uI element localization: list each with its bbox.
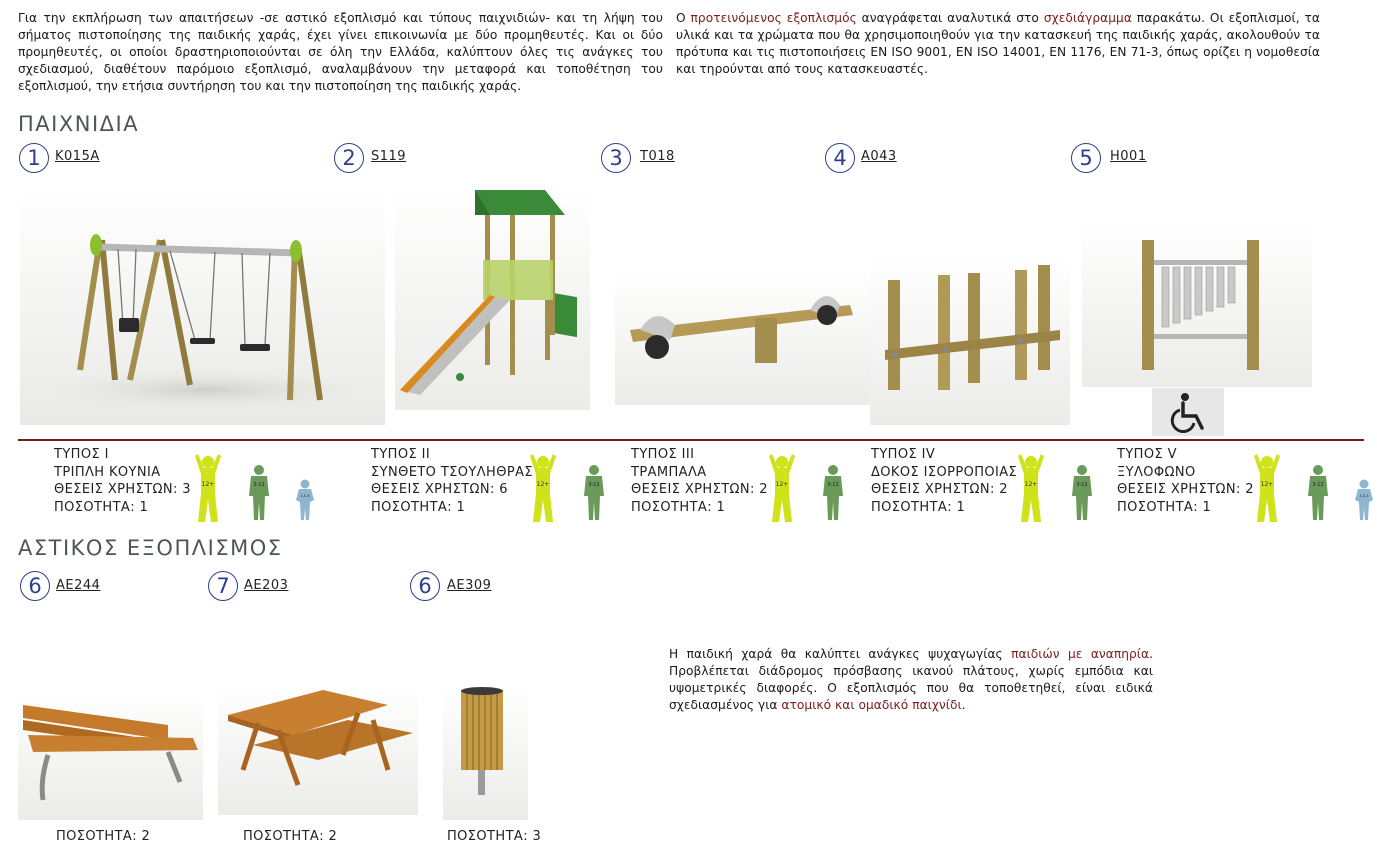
urban-section-title: ΑΣΤΙΚΟΣ ΕΞΟΠΛΙΣΜΟΣ [18,536,283,560]
item-4-type: ΤΥΠΟΣ ΙV [871,447,936,462]
age-3-12-figure-icon [584,465,604,520]
picnic-table-image [218,685,418,815]
urban-item-2-code: AE203 [244,578,289,593]
intro-left-paragraph: Για την εκπλήρωση των απαιτήσεων -σε αστικό εξοπλισμό και τύπους παιχνιδιών- και τη λήψη του σήματος πιστοποίησης της παιδικής χαράς, έχει γίνει επικοινωνία με δύο προμηθευτές. Και οι δύο προμηθευτές, οι οποίοι δραστηριοποιούνται σε όλη την Ελλάδα, καλύπτουν όλες τις ανάγκες του σχεδιασμού, διαθέτουν παρόμοιο εξοπλισμό, αναλαμβάνουν την μεταφορά και τοποθέτηση του εξοπλισμού, την ετήσια συντήρηση του και την πιστοποίηση της παιδικής χαράς. [18,11,663,93]
urban-item-2-number: 7 [208,571,238,601]
item-1-name: ΤΡΙΠΛΗ ΚΟΥΝΙΑ [54,464,161,480]
intro-right-paragraph [676,10,1320,78]
age-1-5-3-label: 1,5-3 [300,494,310,498]
games-section-title: ΠΑΙΧΝΙΔΙΑ [18,112,140,136]
intro-right-highlight-2: σχεδιάγραμμα [1043,11,1132,25]
item-4-info [871,446,1017,516]
accessibility-text-2: . Προβλέπεται διάδρομος πρόσβασης ικανού πλάτους, χωρίς εμπόδια και υψομετρικές διαφορές. Ο εξοπλισμός που θα τοποθετηθεί, είναι ειδικά σχεδιασμένος για [669,647,1153,712]
item-5-number: 5 [1071,143,1101,173]
item-3-info [631,446,768,516]
item-2-users: ΘΕΣΕΙΣ ΧΡΗΣΤΩΝ: 6 [371,482,508,497]
accessibility-text-3: . [961,698,966,712]
intro-right-text-2: αναγράφεται αναλυτικά στο [856,11,1044,25]
age-1-5-3-label: 1,5-3 [1359,494,1369,498]
balance-beam-image [870,255,1070,425]
age-figures-item-5 [1247,448,1375,524]
age-3-12-label: 3-12 [253,482,265,488]
age-1-5-3-figure-icon [296,480,314,521]
age-figures-item-1 [188,448,318,524]
age-3-12-figure-icon [249,465,269,520]
item-4-number: 4 [825,143,855,173]
item-5-info [1117,446,1254,516]
age-3-12-label: 3-12 [588,482,600,488]
item-4-name: ΔΟΚΟΣ ΙΣΟΡΡΟΠΟΙΑΣ [871,464,1018,480]
item-5-name: ΞΥΛΟΦΩΝΟ [1117,464,1196,480]
age-12plus-label: 12+ [1024,481,1038,488]
urban-item-3-number: 6 [410,571,440,601]
item-1-users: ΘΕΣΕΙΣ ΧΡΗΣΤΩΝ: 3 [54,482,191,497]
item-5-users: ΘΕΣΕΙΣ ΧΡΗΣΤΩΝ: 2 [1117,482,1254,497]
intro-right-text-3: παρακάτω. Οι εξοπλισμοί, τα υλικά και τα χρώματα που θα χρησιμοποιηθούν για την κατασκευή της παιδικής χαράς, ακολουθούν τα πρότυπα και τις πιστοποιήσεις EN ISO 9001, EN ISO 14001, EN 1176, EN 71-3, όπως ορίζει η νομοθεσία και τηρούνται από τους κατασκευαστές. [676,11,1320,76]
item-4-quantity: ΠΟΣΟΤΗΤΑ: 1 [871,499,966,515]
item-3-code: T018 [640,149,675,164]
item-1-quantity: ΠΟΣΟΤΗΤΑ: 1 [54,499,149,515]
age-12plus-label: 12+ [1260,481,1274,488]
item-4-users: ΘΕΣΕΙΣ ΧΡΗΣΤΩΝ: 2 [871,482,1008,497]
urban-item-1-number: 6 [20,571,50,601]
age-12plus-figure-icon [1254,454,1280,522]
bench-image [18,690,203,820]
age-3-12-figure-icon [823,465,843,520]
age-12plus-figure-icon [530,454,556,522]
item-4-code: A043 [861,149,897,164]
age-12plus-label: 12+ [201,481,215,488]
accessibility-paragraph [669,646,1153,714]
age-3-12-figure-icon [1308,465,1328,520]
urban-item-3-code: AE309 [447,578,492,593]
triple-swing-image [20,185,385,425]
item-3-type: ΤΥΠΟΣ ΙΙΙ [631,447,695,462]
urban-item-1-quantity: ΠΟΣΟΤΗΤΑ: 2 [56,829,151,844]
item-3-name: ΤΡΑΜΠΑΛΑ [631,464,707,480]
item-3-number: 3 [601,143,631,173]
item-3-users: ΘΕΣΕΙΣ ΧΡΗΣΤΩΝ: 2 [631,482,768,497]
age-12plus-label: 12+ [536,481,550,488]
age-12plus-figure-icon [769,454,795,522]
item-1-info [54,446,191,516]
accessibility-highlight-2: ατομικό και ομαδικό παιχνίδι [781,698,962,712]
urban-item-1-code: AE244 [56,578,101,593]
age-12plus-label: 12+ [775,481,789,488]
intro-right-text-1: Ο [676,11,691,25]
item-5-type: ΤΥΠΟΣ V [1117,447,1177,462]
slide-combo-image [395,185,590,410]
xylophone-image [1082,222,1312,387]
item-5-code: H001 [1110,149,1147,164]
wheelchair-icon [1152,388,1224,436]
item-1-type: ΤΥΠΟΣ Ι [54,447,109,462]
age-figures-item-3 [762,448,847,524]
item-2-code: S119 [371,149,407,164]
age-12plus-figure-icon [195,454,221,522]
age-3-12-label: 3-12 [1312,482,1324,488]
item-2-number: 2 [334,143,364,173]
seesaw-image [615,270,870,405]
age-3-12-label: 3-12 [1076,482,1088,488]
age-12plus-figure-icon [1018,454,1044,522]
age-figures-item-2 [523,448,608,524]
item-2-info [371,446,533,516]
urban-item-3-quantity: ΠΟΣΟΤΗΤΑ: 3 [447,829,542,844]
intro-right-highlight-1: προτεινόμενος εξοπλισμός [690,11,857,25]
item-2-name: ΣΥΝΘΕΤΟ ΤΣΟΥΛΗΘΡΑΣ [371,464,534,480]
item-1-number: 1 [19,143,49,173]
item-1-code: K015A [55,149,100,164]
accessibility-text-1: Η παιδική χαρά θα καλύπτει ανάγκες ψυχαγωγίας [669,647,1012,661]
age-1-5-3-figure-icon [1355,480,1373,521]
trash-bin-image [443,685,528,820]
urban-item-2-quantity: ΠΟΣΟΤΗΤΑ: 2 [243,829,338,844]
age-figures-item-4 [1011,448,1096,524]
age-3-12-label: 3-12 [827,482,839,488]
section-divider [18,439,1364,441]
age-3-12-figure-icon [1072,465,1092,520]
item-2-type: ΤΥΠΟΣ ΙΙ [371,447,431,462]
item-3-quantity: ΠΟΣΟΤΗΤΑ: 1 [631,499,726,515]
accessibility-highlight-1: παιδιών με αναπηρία [1011,647,1150,661]
item-2-quantity: ΠΟΣΟΤΗΤΑ: 1 [371,499,466,515]
item-5-quantity: ΠΟΣΟΤΗΤΑ: 1 [1117,499,1212,515]
